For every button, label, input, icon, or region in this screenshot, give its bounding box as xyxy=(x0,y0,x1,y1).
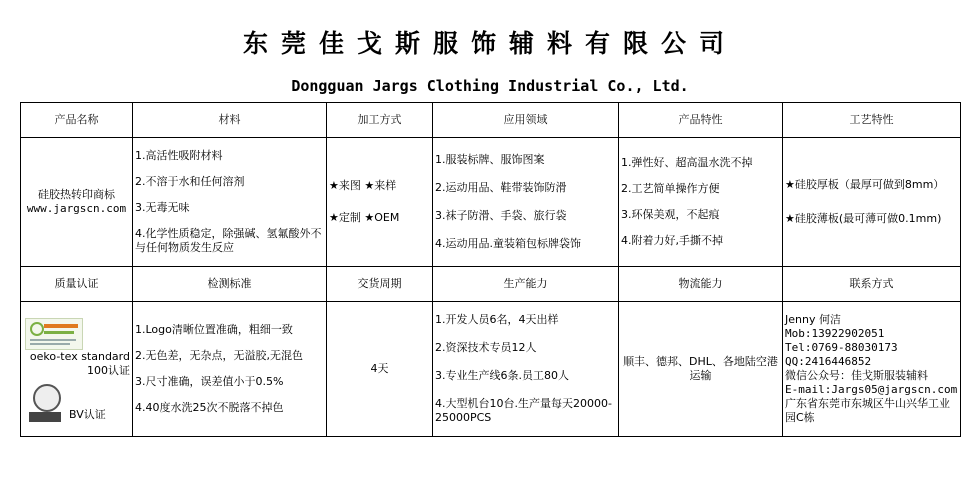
application-item: 2.运动用品、鞋带装饰防滑 xyxy=(435,181,567,194)
contact-wechat: 微信公众号：佳戈斯服装辅料 xyxy=(785,369,928,382)
applications-cell xyxy=(433,138,619,267)
header-row-2 xyxy=(21,267,961,302)
bv-cert-row xyxy=(23,384,130,422)
contact-qq: QQ:2416446852 xyxy=(785,355,872,368)
header-craft: 工艺特性 xyxy=(783,103,961,138)
contact-cell xyxy=(783,302,961,437)
header-row-1 xyxy=(21,103,961,138)
standard-item: 4.40度水洗25次不脱落不掉色 xyxy=(135,401,284,414)
capacity-item: 2.资深技术专员12人 xyxy=(435,341,537,354)
header-material: 材料 xyxy=(133,103,327,138)
delivery-cell: 4天 xyxy=(327,302,433,437)
header-application: 应用领域 xyxy=(433,103,619,138)
processing-item: ★定制 ★OEM xyxy=(329,211,400,224)
application-item: 4.运动用品.童装箱包标牌袋饰 xyxy=(435,237,581,250)
craft-item: ★硅胶薄板(最可薄可做0.1mm) xyxy=(785,212,942,225)
feature-item: 1.弹性好、超高温水洗不掉 xyxy=(621,156,753,169)
product-row xyxy=(21,138,961,267)
contact-address: 广东省东莞市东城区牛山兴华工业园C栋 xyxy=(785,397,950,424)
logistics-cell: 顺丰、德邦、DHL、各地陆空港运输 xyxy=(619,302,783,437)
quality-row xyxy=(21,302,961,437)
material-item: 3.无毒无味 xyxy=(135,201,190,214)
materials-cell xyxy=(133,138,327,267)
header-delivery: 交货周期 xyxy=(327,267,433,302)
oeko-tex-logo xyxy=(25,318,83,350)
standard-item: 3.尺寸准确，误差值小于0.5% xyxy=(135,375,284,388)
product-spec-table xyxy=(20,102,961,437)
application-item: 1.服装标牌、服饰图案 xyxy=(435,153,545,166)
header-processing: 加工方式 xyxy=(327,103,433,138)
standard-item: 2.无色差，无杂点，无溢胶,无混色 xyxy=(135,349,303,362)
contact-email: E-mail:Jargs05@jargscn.com xyxy=(785,383,958,396)
header-contact: 联系方式 xyxy=(783,267,961,302)
company-name-cn: 东莞佳戈斯服饰辅料有限公司 xyxy=(242,29,737,58)
capacity-item: 1.开发人员6名，4天出样 xyxy=(435,313,559,326)
capacity-item: 4.大型机台10台.生产量每天20000-25000PCS xyxy=(435,397,612,424)
header-quality-cert: 质量认证 xyxy=(21,267,133,302)
cert-bv: BV认证 xyxy=(69,408,106,421)
standard-item: 1.Logo清晰位置准确，粗细一致 xyxy=(135,323,293,336)
contact-mobile: Mob:13922902051 xyxy=(785,327,885,340)
feature-item: 4.附着力好,手撕不掉 xyxy=(621,234,723,247)
features-cell xyxy=(619,138,783,267)
product-cell xyxy=(21,138,133,267)
craft-item: ★硅胶厚板（最厚可做到8mm） xyxy=(785,178,945,191)
material-item: 4.化学性质稳定，除强碱、氢氟酸外不与任何物质发生反应 xyxy=(135,227,322,254)
capacity-item: 3.专业生产线6条.员工80人 xyxy=(435,369,569,382)
feature-item: 2.工艺简单操作方便 xyxy=(621,182,720,195)
processing-cell xyxy=(327,138,433,267)
header-test-standard: 检测标准 xyxy=(133,267,327,302)
application-item: 3.袜子防滑、手袋、旅行袋 xyxy=(435,209,567,222)
capacity-cell xyxy=(433,302,619,437)
material-item: 2.不溶于水和任何溶剂 xyxy=(135,175,245,188)
company-name-en: Dongguan Jargs Clothing Industrial Co., Ltd. xyxy=(291,77,689,95)
header-features: 产品特性 xyxy=(619,103,783,138)
bureau-veritas-logo xyxy=(29,384,61,422)
header-product-name: 产品名称 xyxy=(21,103,133,138)
feature-item: 3.环保美观，不起痕 xyxy=(621,208,720,221)
certs-cell xyxy=(21,302,133,437)
material-item: 1.高活性吸附材料 xyxy=(135,149,223,162)
processing-item: ★来图 ★来样 xyxy=(329,179,397,192)
standards-cell xyxy=(133,302,327,437)
header-logistics: 物流能力 xyxy=(619,267,783,302)
contact-tel: Tel:0769-88030173 xyxy=(785,341,898,354)
product-website: www.jargscn.com xyxy=(26,202,127,215)
product-name: 硅胶热转印商标 xyxy=(38,188,115,201)
cert-oeko-tex: oeko-tex standard 100认证 xyxy=(29,350,130,377)
craft-cell xyxy=(783,138,961,267)
header-capacity: 生产能力 xyxy=(433,267,619,302)
contact-name: Jenny 何洁 xyxy=(785,313,841,326)
